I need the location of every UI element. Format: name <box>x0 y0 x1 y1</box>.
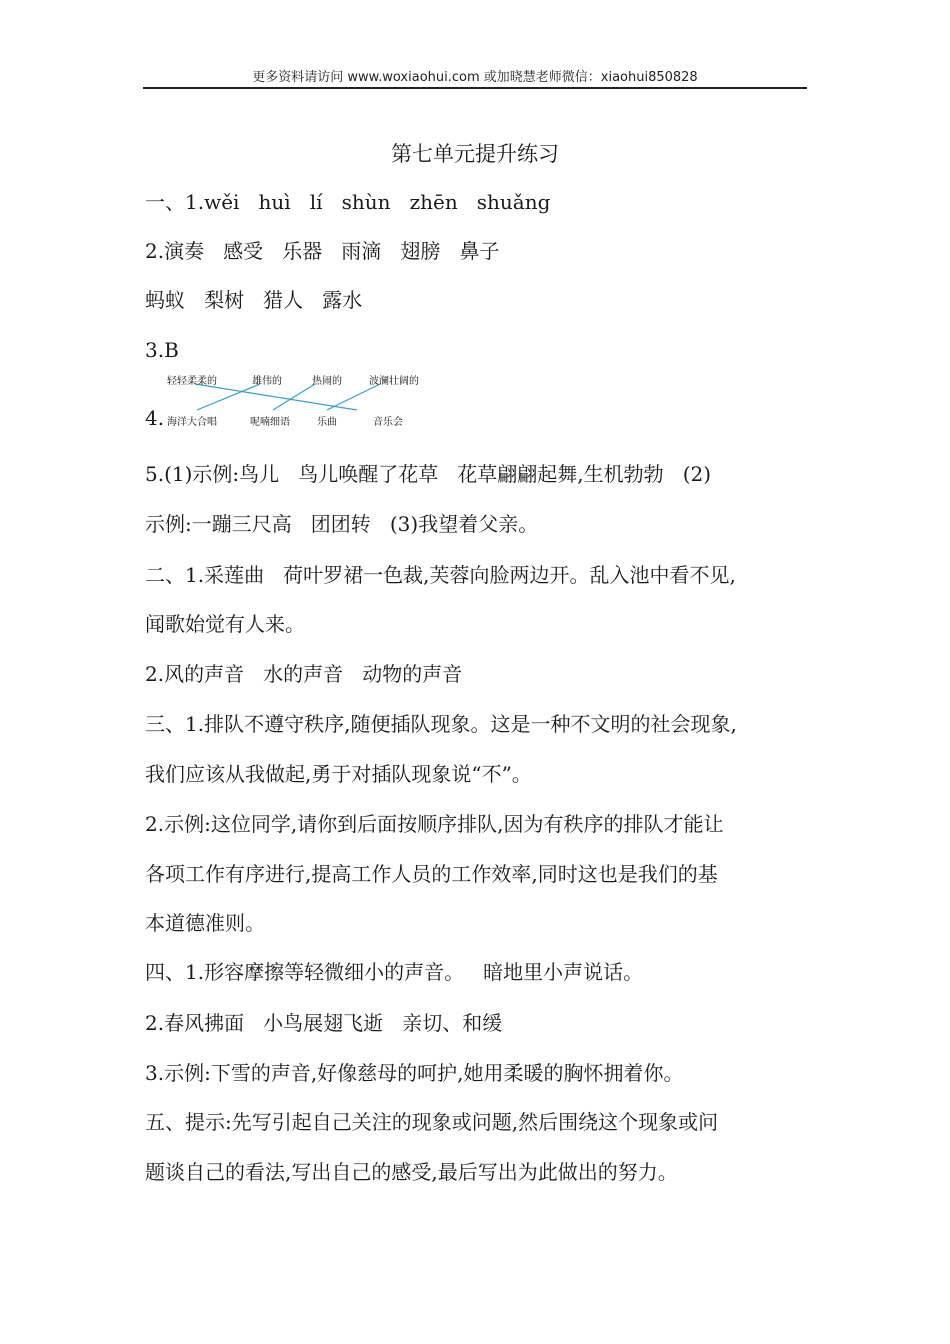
answer-line: 五、提示:先写引起自己关注的现象或问题,然后围绕这个现象或问 <box>145 1110 719 1134</box>
answer-line: 蚂蚁 梨树 猎人 露水 <box>145 288 363 312</box>
answer-line: 示例:一蹦三尺高 团团转 (3)我望着父亲。 <box>145 512 539 536</box>
answer-line: 3.B <box>145 338 179 362</box>
answer-line: 题谈自己的看法,写出自己的感受,最后写出为此做出的努力。 <box>145 1160 678 1184</box>
match-bottom-1: 海洋大合唱 <box>167 417 217 428</box>
answer-line: 3.示例:下雪的声音,好像慈母的呵护,她用柔暖的胸怀拥着你。 <box>145 1061 684 1085</box>
answer-line: 本道德准则。 <box>145 911 265 935</box>
match-bottom-3: 乐曲 <box>317 417 337 428</box>
document-title: 第七单元提升练习 <box>391 142 559 166</box>
answer-line: 2.演奏 感受 乐器 雨滴 翅膀 鼻子 <box>145 239 500 263</box>
answer-line: 二、1.采莲曲 荷叶罗裙一色裁,芙蓉向脸两边开。乱入池中看不见, <box>145 563 736 587</box>
matching-diagram <box>145 366 445 432</box>
answer-line: 2.春风拂面 小鸟展翅飞逝 亲切、和缓 <box>145 1011 503 1035</box>
page-header: 更多资料请访问 www.woxiaohui.com 或加晓慧老师微信：xiaohui850828 <box>252 70 698 85</box>
answer-line: 2.风的声音 水的声音 动物的声音 <box>145 662 463 686</box>
match-bottom-4: 音乐会 <box>373 417 403 428</box>
match-bottom-2: 呢喃细语 <box>250 417 290 428</box>
answer-line: 四、1.形容摩擦等轻微细小的声音。 暗地里小声说话。 <box>145 960 644 984</box>
match-line-4 <box>327 384 380 410</box>
match-top-2: 雄伟的 <box>252 376 282 387</box>
answer-line: 一、1.wěi huì lí shùn zhēn shuǎng <box>145 190 551 214</box>
answer-line: 三、1.排队不遵守秩序,随便插队现象。这是一种不文明的社会现象, <box>145 712 737 736</box>
match-top-3: 热闹的 <box>312 376 342 387</box>
answer-line: 我们应该从我做起,勇于对插队现象说“不”。 <box>145 762 532 786</box>
match-line-1 <box>195 384 357 410</box>
match-top-1: 轻轻柔柔的 <box>167 376 217 387</box>
header-rule <box>143 87 807 89</box>
answer-line: 各项工作有序进行,提高工作人员的工作效率,同时这也是我们的基 <box>145 862 718 886</box>
answer-line: 2.示例:这位同学,请你到后面按顺序排队,因为有秩序的排队才能让 <box>145 812 724 836</box>
match-top-4: 波澜壮阔的 <box>369 376 419 387</box>
match-line-2 <box>197 384 260 410</box>
answer-line: 闻歌始觉有人来。 <box>145 612 305 636</box>
q4-number: 4. <box>145 406 165 430</box>
answer-line: 5.(1)示例:鸟儿 鸟儿唤醒了花草 花草翩翩起舞,生机勃勃 (2) <box>145 462 712 486</box>
